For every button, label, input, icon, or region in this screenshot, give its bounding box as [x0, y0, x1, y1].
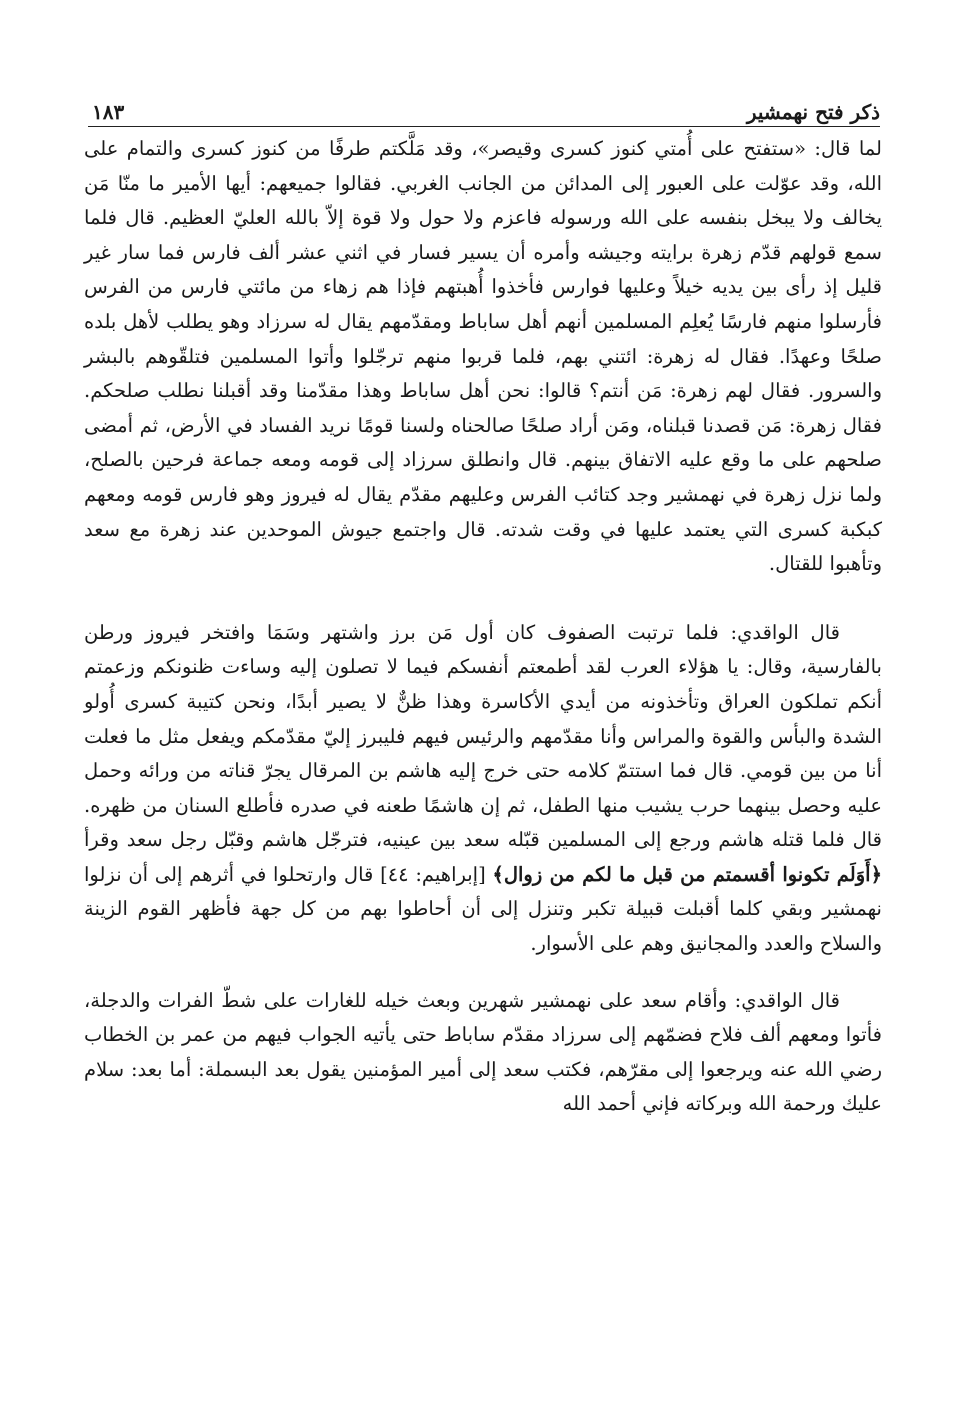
- paragraph-3: [84, 984, 882, 1122]
- paragraph-1-text: لما قال: «ستفتح على أُمتي كنوز كسرى وقيصر»، وقد مَلَّكتم طرفًا من كنوز كسرى والتمام على الله، وقد عوّلت على العبور إلى المدائن من الجانب الغربي. فقالوا جميعهم: أيها الأمير ما منّا مَن يخالف ولا يبخل بنفسه على الله ورسوله فاعزم ولا حول ولا قوة إلاّ بالله العليّ العظيم. قال فلما سمع قولهم قدّم زهرة برايته وجيشه وأمره أن يسير فسار في اثني عشر ألف فارس فما سار غير قليل إذ رأى بين يديه خيلاً وعليها فوارس فأخذوا أُهبتهم فإذا هم زهاء من مائتي فارس من الفرس فأرسلوا منهم فارسًا يُعلِم المسلمين أنهم أهل ساباط ومقدّمهم يقال له سرزاد وهو يطلب لأهل بلده صلحًا وعهدًا. فقال له زهرة: ائتني بهم، فلما قربوا منهم ترجّلوا وأتوا المسلمين فتلقّوهم بالبشر والسرور. فقال لهم زهرة: مَن أنتم؟ قالوا: نحن أهل ساباط وهذا مقدّمنا وقد أقبلنا نطلب صلحكم. فقال زهرة: مَن قصدنا قبلناه، ومَن أراد صلحًا صالحناه ولسنا قومًا نريد الفساد في الأرض، ثم أمضى صلحهم على ما وقع عليه الاتفاق بينهم. قال وانطلق سرزاد إلى قومه ومعه جماعة فرحين بالصلح، ولما نزل زهرة في نهمشير وجد كتائب الفرس وعليهم مقدّم يقال له فيروز وهو فارس قومه ومعهم كبكبة كسرى التي يعتمد عليها في وقت شدته. قال واجتمع جيوش الموحدين عند زهرة مع سعد وتأهبوا للقتال.: [84, 137, 882, 576]
- header-rule: [88, 126, 880, 127]
- page-number: ١٨٣: [92, 100, 125, 124]
- paragraph-2: [84, 616, 882, 962]
- paragraph-3-text: قال الواقدي: وأقام سعد على نهمشير شهرين وبعث خيله للغارات على شطّ الفرات والدجلة، فأتوا ومعهم ألف فلاح فضمّهم إلى سرزاد مقدّم ساباط حتى يأتيه الجواب فيهم من عمر بن الخطاب رضي الله عنه ويرجعوا إلى مقرّهم، فكتب سعد إلى أمير المؤمنين يقول بعد البسملة: أما بعد: سلام عليك ورحمة الله وبركاته فإني أحمد الله: [84, 988, 882, 1116]
- quran-verse: ﴿أَوَلَم تكونوا أقسمتم من قبل ما لكم من زوال﴾: [492, 862, 882, 886]
- running-title: ذكر فتح نهمشير: [746, 100, 880, 124]
- paragraph-2-text-b: [إبراهيم: ٤٤] قال وارتحلوا في أثرهم إلى أن نزلوا نهمشير وبقي كلما أقبلت قبيلة تكبر وتنزل إلى أن أحاطوا بهم من كل جهة فأظهر القوم الزينة والسلاح والعدد والمجانيق وهم على الأسوار.: [84, 862, 882, 956]
- paragraph-1: [84, 132, 882, 582]
- page-header: [92, 92, 880, 122]
- paragraph-gap: [84, 962, 882, 984]
- paragraph-gap: [84, 582, 882, 616]
- paragraph-2-text-a: قال الواقدي: فلما ترتبت الصفوف كان أول مَن برز واشتهر وسَمَا وافتخر فيروز ورطن بالفارسية، وقال: يا هؤلاء العرب لقد أطمعتم أنفسكم فيما لا تصلون إليه وساءت ظنونكم وزعمتم أنكم تملكون العراق وتأخذونه من أيدي الأكاسرة وهذا ظنٌّ لا يصير أبدًا، ونحن كتيبة كسرى أُولو الشدة والبأس والقوة والمراس وأنا مقدّمهم والرئيس فيهم فليبرز إليّ مقدّمكم ويفعل مثل ما فعلت أنا من بين قومي. قال فما استتمّ كلامه حتى خرج إليه هاشم بن المرقال يجرّ قناته من ورائه وحمل عليه وحصل بينهما حرب يشيب منها الطفل، ثم إن هاشمًا طعنه في صدره فأطلع السنان من ظهره. قال فلما قتله هاشم ورجع إلى المسلمين قبّله سعد بين عينيه، فترجّل هاشم وقبّل رجل سعد وقرأ: [84, 620, 882, 852]
- body-text: [84, 132, 882, 1122]
